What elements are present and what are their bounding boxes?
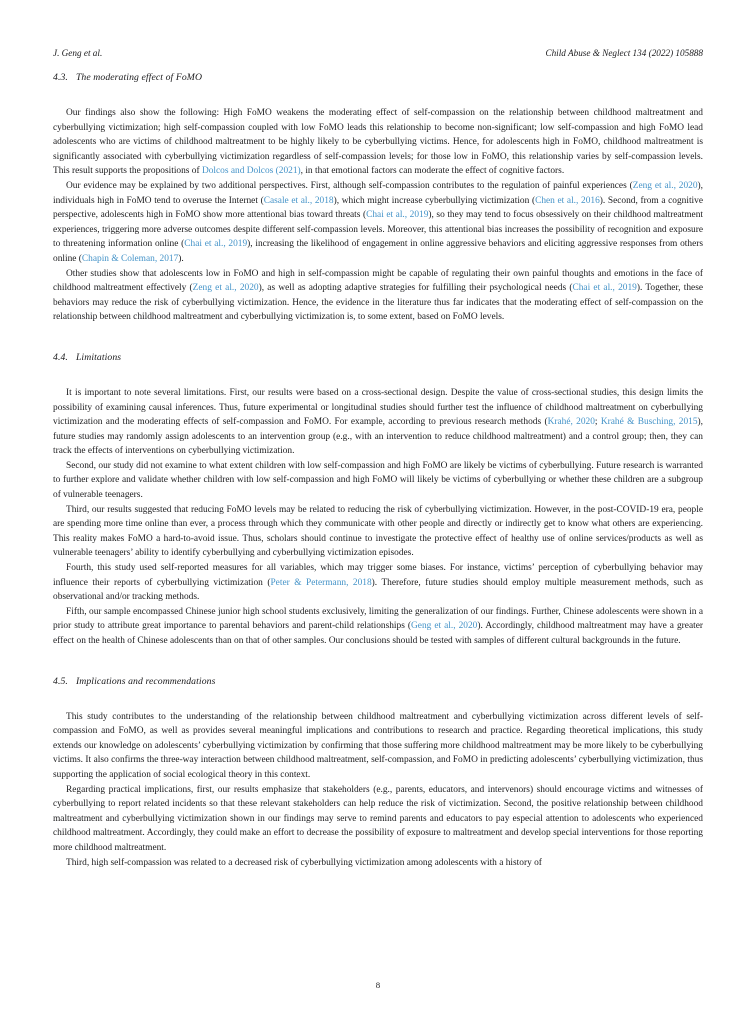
paragraph: Third, our results suggested that reducing FoMO levels may be related to reducing the risk of cyberbullying victimization. However, in the post-COVID-19 era, people are spending more time online than ever, a process through which they communicate with other people and directly or indirectly get to know what others are experiencing. This reality makes FoMO a hard-to-avoid issue. Thus, scholars should continue to investigate the protective effect of healthy use of online services/products as well as vulnerable teenagers’ ability to identify cyberbullying and cyberbullying victimization episodes.: [53, 504, 703, 559]
citation-link[interactable]: Dolcos and Dolcos (2021): [201, 166, 301, 177]
section-title: The moderating effect of FoMO: [75, 72, 203, 83]
section-moderating-effect-of-fomo: [53, 72, 703, 325]
section-title: Limitations: [75, 351, 122, 363]
article-body: [53, 72, 703, 870]
paragraph: Our findings also show the following: High FoMO weakens the moderating effect of self-compassion on the relationship between childhood maltreatment and cyberbullying victimization; high self-compassion coupled with low FoMO leads this relationship to become non-significant; low self-compassion and high FoMO lead adolescents who are victims of childhood maltreatment to be highly likely to be cyberbullying victims. Hence, for adolescents high in FoMO, childhood maltreatment is significantly associated with cyberbullying victimization regardless of self-compassion levels; for those low in FoMO, this relationship varies by self-compassion levels. This result supports the propositions of Dolcos and Dolcos (2021), in that emotional factors can moderate the effect of cognitive factors.: [53, 108, 703, 177]
citation-link[interactable]: Peter & Petermann, 2018: [270, 577, 372, 588]
section-paragraphs: [53, 710, 703, 871]
citation-link[interactable]: Zeng et al., 2020: [632, 180, 698, 191]
citation-link[interactable]: Chai et al., 2019: [572, 283, 637, 294]
citation-link[interactable]: Chapin & Coleman, 2017: [81, 253, 179, 264]
section-title: Implications and recommendations: [75, 675, 216, 687]
citation-link[interactable]: Geng et al., 2020: [411, 621, 478, 632]
paragraph: Second, our study did not examine to what extent children with low self-compassion and high FoMO are likely be victims of cyberbullying. Future research is warranted to further explore and validate whether children with low self-compassion and high FoMO will likely be victims of cyberbullying or whether these children are a subgroup of vulnerable teenagers.: [53, 460, 703, 501]
page-number: 8: [375, 980, 381, 990]
paragraph: Our evidence may be explained by two additional perspectives. First, although self-compassion contributes to the regulation of painful experiences (Zeng et al., 2020), individuals high in FoMO tend to overuse the Internet (Casale et al., 2018), which might increase cyberbullying victimization (Chen et al., 2016). Second, from a cognitive perspective, adolescents high in FoMO show more attentional bias toward threats (Chai et al., 2019), so they may tend to focus obsessively on their childhood maltreatment experiences, triggering more adverse outcomes despite different self-compassion levels. Moreover, this attentional bias increases the possibility of recognition and exposure to threatening information online (Chai et al., 2019), increasing the likelihood of engagement in online aggressive behaviors and eliciting aggressive responses from others online (Chapin & Coleman, 2017).: [53, 180, 704, 264]
section-heading: [53, 676, 703, 687]
journal-reference: Child Abuse & Neglect 134 (2022) 105888: [545, 48, 703, 58]
paragraph: Fifth, our sample encompassed Chinese junior high school students exclusively, limiting the generalization of our findings. Further, Chinese adolescents were shown in a prior study to attribute great importance to parental behaviors and parent-child relationships (Geng et al., 2020). Accordingly, childhood maltreatment may have a greater effect on the health of Chinese adolescents than on that of other samples. Our conclusions should be tested with samples of different cultural backgrounds in the future.: [53, 606, 704, 646]
section-paragraphs: [53, 106, 703, 325]
section-heading: [53, 352, 703, 363]
paragraph: This study contributes to the understanding of the relationship between childhood maltreatment and cyberbullying victimization across different levels of self-compassion and FoMO, as well as provides several meaningful implications and contributions to research and practice. Regarding theoretical implications, this study extends our knowledge on adolescents’ cyberbullying victimization by confirming that those suffering more childhood maltreatment may be more likely to be cyberbullying victims. It also confirms the three-way interaction between childhood maltreatment, self-compassion, and FoMO in predicting adolescents’ cyberbullying victimization, thus supporting the application of social ecological theory in this context.: [53, 711, 703, 780]
section-number: 4.3.: [53, 72, 68, 83]
running-head: [53, 48, 703, 58]
section-paragraphs: [53, 386, 703, 649]
page-footer: [0, 980, 756, 990]
paragraph: It is important to note several limitations. First, our results were based on a cross-sectional design. Despite the value of cross-sectional studies, this design limits the possibility of examining causal inferences. Thus, future experimental or longitudinal studies should further test the influence of childhood maltreatment on cyberbullying victimization and the moderating effects of self-compassion and FoMO. For example, according to previous research methods (Krahé, 2020; Krahé & Busching, 2015), future studies may randomly assign adolescents to an intervention group (e.g., with an intervention to reduce childhood maltreatment) and a control group; then, they can track the effects of interventions on cyberbullying victimization.: [53, 387, 703, 457]
running-author: J. Geng et al.: [53, 48, 103, 58]
section-limitations: [53, 352, 703, 649]
section-number: 4.5.: [53, 675, 68, 687]
citation-link[interactable]: Krahé & Busching, 2015: [600, 417, 698, 428]
paragraph: Fourth, this study used self-reported measures for all variables, which may trigger some biases. For instance, victims’ perception of cyberbullying behavior may influence their reports of cyberbullying victimization (Peter & Petermann, 2018). Therefore, future studies should employ multiple measurement methods, such as observational and/or tracking methods.: [53, 563, 703, 603]
citation-link[interactable]: Chen et al., 2016: [535, 195, 600, 206]
paragraph: Other studies show that adolescents low in FoMO and high in self-compassion might be capable of regulating their own painful thoughts and emotions in the face of childhood maltreatment effectively (Zeng et al., 2020), as well as adopting adaptive strategies for fulfilling their psychological needs (Chai et al., 2019). Together, these behaviors may reduce the risk of cyberbullying victimization. Hence, the evidence in the literature thus far indicates that the moderating effect of self-compassion on the relationship between childhood maltreatment and cyberbullying victimization is, to some extent, based on FoMO levels.: [53, 268, 704, 323]
citation-link[interactable]: Chai et al., 2019: [366, 210, 429, 221]
citation-link[interactable]: Chai et al., 2019: [184, 239, 248, 250]
citation-link[interactable]: Krahé, 2020: [547, 417, 595, 428]
paragraph: Regarding practical implications, first, our results emphasize that stakeholders (e.g., parents, educators, and intervenors) should encourage victims and witnesses of cyberbullying to report related incidents so that these relevant stakeholders can help reduce the risk of victimization. Second, the positive relationship between childhood maltreatment and cyberbullying victimization shown in our findings may serve to remind parents and educators to pay especial attention to adolescents who experienced childhood maltreatment. Accordingly, they could make an effort to decrease the possibility of exposure to maltreatment and develop special interventions for those reporting more childhood maltreatment.: [53, 784, 703, 853]
citation-link[interactable]: Casale et al., 2018: [263, 195, 334, 206]
citation-link[interactable]: Zeng et al., 2020: [192, 283, 259, 294]
section-implications-and-recommendations: [53, 676, 703, 871]
section-number: 4.4.: [53, 351, 68, 363]
paragraph: Third, high self-compassion was related to a decreased risk of cyberbullying victimization among adolescents with a history of: [66, 857, 542, 868]
section-heading: [53, 72, 703, 83]
